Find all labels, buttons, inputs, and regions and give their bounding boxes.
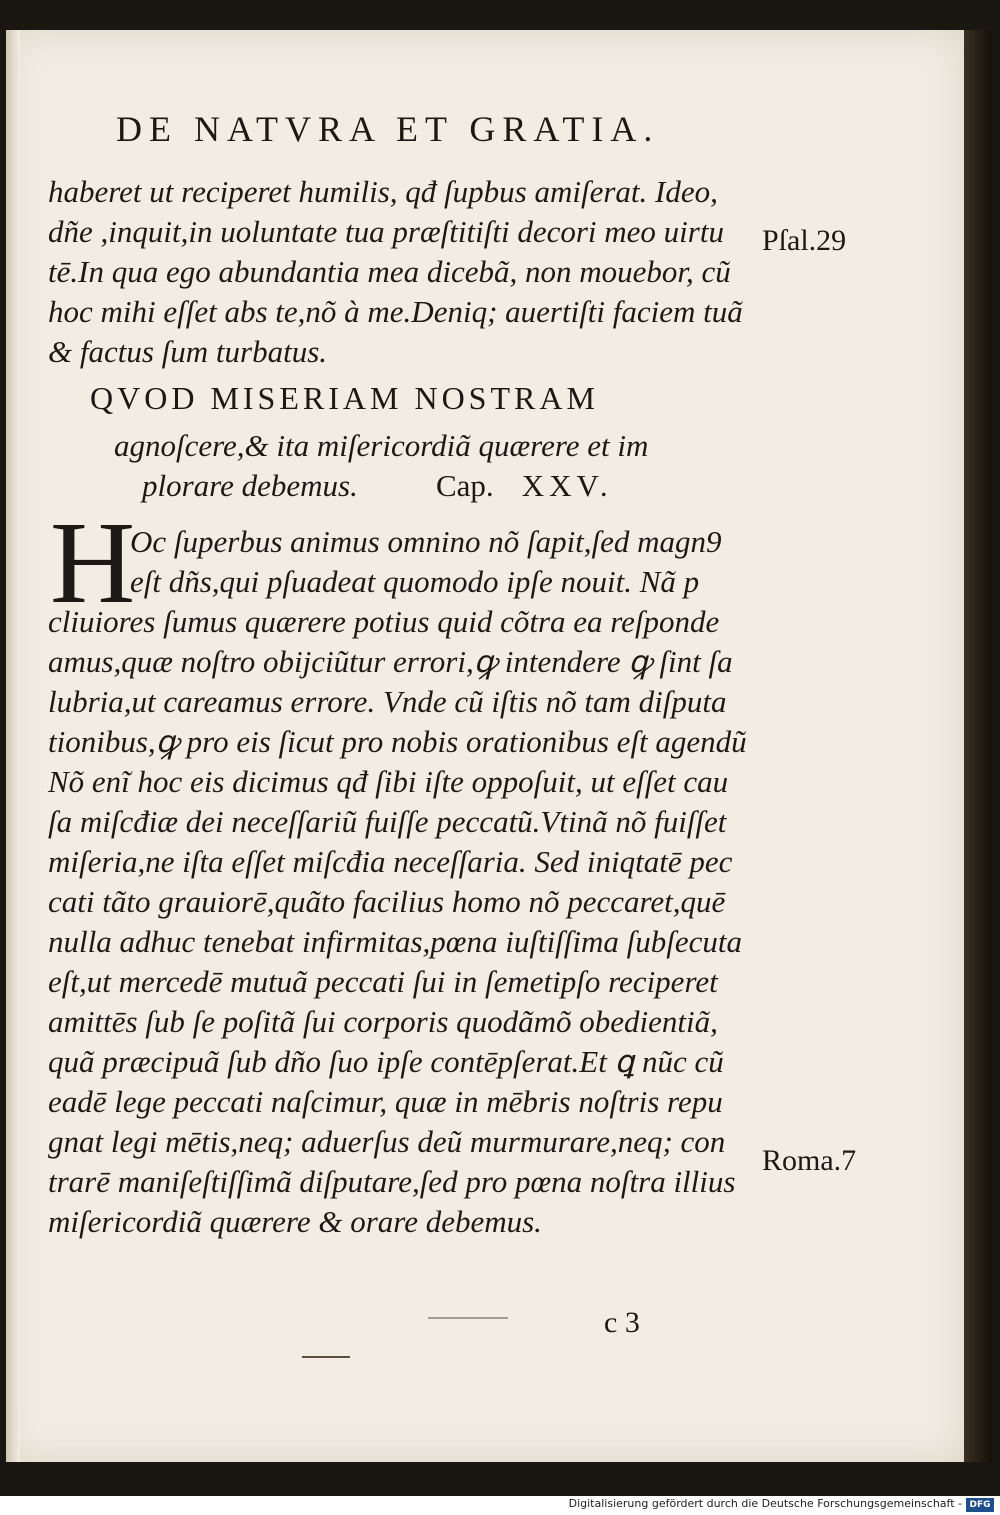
footer-credit: Digitalisierung gefördert durch die Deutsche Forschungsgemeinschaft - [568,1497,962,1510]
text-line: eadē lege peccati naſcimur, quæ in mēbris noſtris repu [48,1084,723,1119]
text-line: lubria,ut careamus errore. Vnde cũ iſtis nõ tam diſputa [48,684,727,719]
text-line: & factus ſum turbatus. [48,334,328,369]
decorated-initial: H [50,497,136,628]
text-line: trarē maniſeſtiſſimã diſputare,ſed pro pœna noſtra illius [48,1164,736,1199]
margin-note-romans: Roma.7 [762,1144,857,1177]
text-line: Oc ſuperbus animus omnino nõ ſapit,ſed magn9 [130,524,722,559]
text-line: cliuiores ſumus quærere potius quid cõtra ea reſponde [48,604,720,639]
text-line: amittēs ſub ſe poſitã ſui corporis quodãmõ obedientiã, [48,1004,718,1039]
signature-mark: c 3 [604,1306,640,1339]
initial-lines [130,522,722,602]
margin-note-psalm: Pſal.29 [762,224,847,257]
text-line: miſericordiã quærere & orare debemus. [48,1204,542,1239]
text-line: quã præcipuã ſub dño ſuo ipſe contēpſerat.Et ꝗ nũc cũ [48,1044,724,1079]
chapter-number [436,466,613,506]
chapter-subtitle-2: plorare debemus. [142,468,358,503]
chapter-cap-label: Cap. [436,468,494,503]
bottom-rule [302,1356,350,1358]
text-line: nulla adhuc tenebat infirmitas,pœna iuſtiſſima ſubſecuta [48,924,743,959]
chapter-roman-numeral: XXV. [521,468,613,503]
text-line: tē.In qua ego abundantia mea dicebã, non mouebor, cũ [48,254,731,289]
chapter-title: QVOD MISERIAM NOSTRAM [90,380,599,416]
text-line: amus,quæ noſtro obijciũtur errori,ꝙ intendere ꝙ ſint ſa [48,644,733,679]
page-edge [6,30,20,1462]
footer-bar [0,1496,1000,1515]
text-line: haberet ut reciperet humilis, qđ ſupbus amiſerat. Ideo, [48,174,718,209]
text-line: eſt,ut mercedē mutuã peccati ſui in ſemetipſo reciperet [48,964,718,999]
text-line: ſa miſcđiæ dei neceſſariũ fuiſſe peccatũ.Vtinã nõ fuiſſet [48,804,727,839]
text-line: cati tãto grauiorē,quãto facilius homo nõ peccaret,quē [48,884,726,919]
text-line: Nõ enĩ hoc eis dicimus qđ ſibi iſte oppoſuit, ut eſſet cau [48,764,729,799]
text-line: hoc mihi eſſet abs te,nõ à me.Deniq; auertiſti faciem tuã [48,294,743,329]
faint-rule [428,1317,508,1319]
text-line: dñe ,inquit,in uoluntate tua præſtitiſti decori meo uirtu [48,214,724,249]
text-block-1 [48,172,743,372]
text-line: miſeria,ne iſta eſſet miſcđia neceſſaria. Sed iniqtatē pec [48,844,733,879]
text-line: eſt dñs,qui pſuadeat quomodo ipſe nouit. Nã p [130,564,700,599]
spine-shadow [964,30,992,1462]
text-line: tionibus,ꝙ pro eis ſicut pro nobis orationibus eſt agendũ [48,724,747,759]
text-line: gnat legi mētis,neq; aduerſus deũ murmurare,neq; con [48,1124,726,1159]
running-head: DE NATVRA ET GRATIA. [116,109,660,149]
dfg-logo-icon: DFG [966,1498,994,1512]
text-block-2 [48,602,747,1242]
book-page [6,30,964,1462]
chapter-subtitle-1: agnoſcere,& ita miſericordiã quærere et im [114,428,649,463]
